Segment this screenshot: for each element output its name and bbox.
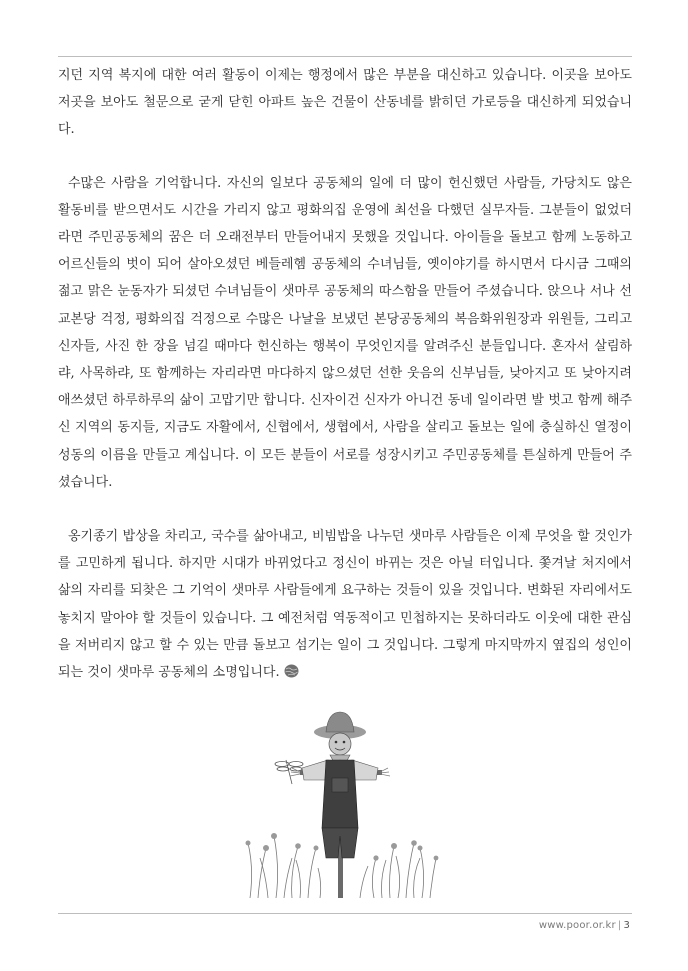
article-body xyxy=(58,62,632,686)
paragraph-3-text: 옹기종기 밥상을 차리고, 국수를 삶아내고, 비빔밥을 나누던 샛마루 사람들은 이제 무엇을 할 것인가를 고민하게 됩니다. 하지만 시대가 바뀌었다고 정신이 바뀌는 것은 아닐 터입니다. 쫓겨날 처지에서 삶의 자리를 되찾은 그 기억이 샛마루 사람들에게 요구하는 것들이 있을 것입니다. 변화된 자리에서도 놓치지 말아야 할 것들이 있습니다. 그 예전처럼 역동적이고 민첩하지는 못하더라도 이웃에 대한 관심을 저버리지 않고 할 수 있는 만큼 돌보고 섬기는 일이 그 것입니다. 그렇게 마지막까지 옆집의 성인이 되는 것이 샛마루 공동체의 소명입니다. xyxy=(58,529,632,681)
footer-separator: | xyxy=(617,920,622,931)
page-number: 3 xyxy=(623,920,630,931)
page-footer xyxy=(539,920,630,931)
paragraph-2: 수많은 사람을 기억합니다. 자신의 일보다 공동체의 일에 더 많이 헌신했던 사람들, 가당치도 않은 활동비를 받으면서도 시간을 가리지 않고 평화의집 운영에 최선을 다했던 실무자들. 그분들이 없었더라면 주민공동체의 꿈은 더 오래전부터 만들어내지 못했을 것입니다. 아이들을 돌보고 함께 노동하고 어르신들의 벗이 되어 살아오셨던 베들레헴 공동체의 수녀님들, 옛이야기를 하시면서 다시금 그때의 젊고 맑은 눈동자가 되셨던 수녀님들이 샛마루 공동체의 따스함을 만들어 주셨습니다. 앉으나 서나 선교본당 걱정, 평화의집 걱정으로 수많은 나날을 보냈던 본당공동체의 복음화위원장과 위원들, 그리고 신자들, 사진 한 장을 넘길 때마다 헌신하는 행복이 무엇인지를 알려주신 분들입니다. 혼자서 살림하랴, 사목하랴, 또 함께하는 자리라면 마다하지 않으셨던 선한 웃음의 신부님들, 낮아지고 또 낮아지려 애쓰셨던 하루하루의 삶이 고맙기만 합니다. 신자이건 신자가 아니건 동네 일이라면 발 벗고 함께 해주신 지역의 동지들, 지금도 자활에서, 신협에서, 생협에서, 사람을 살리고 돌보는 일에 충실하신 열정이 성동의 이름을 만들고 계십니다. 이 모든 분들이 서로를 성장시키고 주민공동체를 튼실하게 만들어 주셨습니다. xyxy=(58,175,632,490)
scarecrow-illustration xyxy=(240,708,440,900)
top-rule xyxy=(58,56,632,57)
bottom-rule xyxy=(58,913,632,914)
paragraph-3 xyxy=(58,523,632,686)
paragraph-1: 지던 지역 복지에 대한 여러 활동이 이제는 행정에서 많은 부분을 대신하고 있습니다. 이곳을 보아도 저곳을 보아도 철문으로 굳게 닫힌 아파트 높은 건물이 산동네를 밝히던 가로등을 대신하게 되었습니다. xyxy=(58,68,632,138)
footer-site-url[interactable]: www.poor.or.kr xyxy=(538,920,616,931)
globe-end-mark-icon xyxy=(284,664,299,678)
